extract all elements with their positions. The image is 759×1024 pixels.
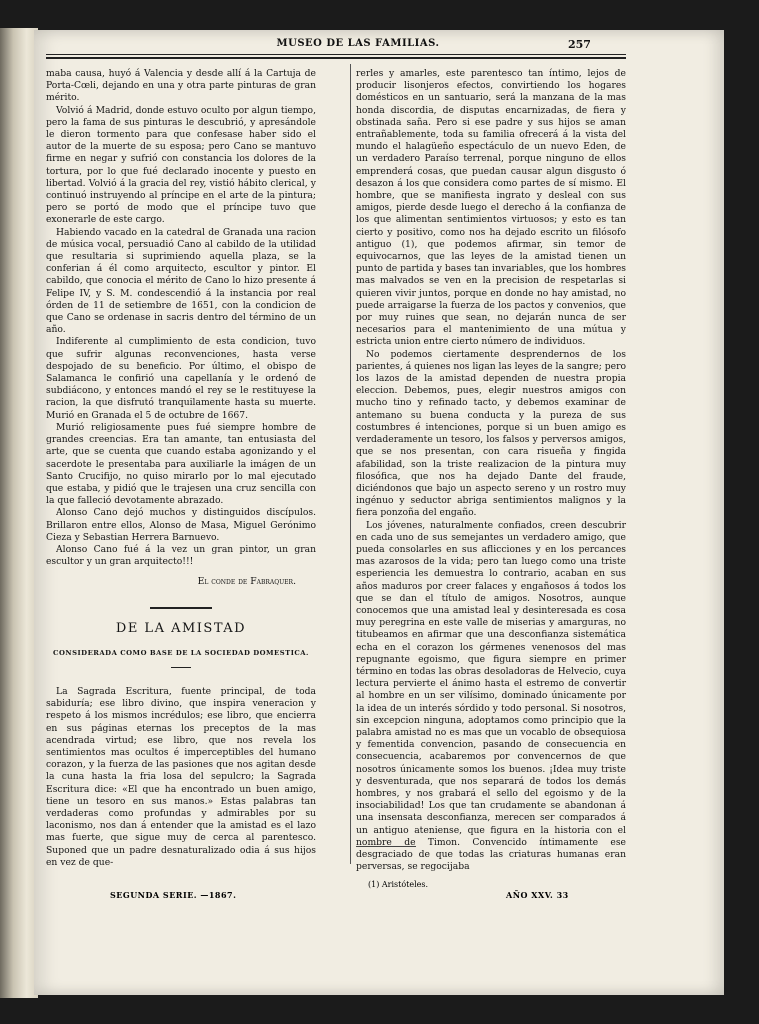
section-title: DE LA AMISTAD: [115, 620, 247, 636]
column-separator: [350, 64, 351, 864]
header-rule-thick: [46, 57, 626, 59]
section-divider: [150, 607, 212, 609]
footnote-rule: [356, 846, 416, 847]
left-column: [46, 68, 316, 869]
paragraph: Los jóvenes, naturalmente confiados, creen descubrir en cada uno de sus semejantes un verdadero amigo, que pueda consolarles en sus aflicciones y en los percances mas azarosos de la vida; pero tan luego como una triste esperiencia les demuestra lo contrario, acaban en sus años maduros por creer falaces y engañosos á todos los que se dan el título de amigos. Nosotros, aunque conocemos que una amistad leal y desinteresada es cosa muy peregrina en este valle de miserias y amarguras, no titubeamos en afirmar que una desconfianza sistemática echa en el corazon los gérmenes venenosos del mas repugnante egoismo, que figura siempre en primer término en todas las obras desoladoras de Helvecio, cuya lectura pervierte el ánimo hasta el estremo de convertir al hombre en un ser vilísimo, dominado únicamente por la idea de un interés sórdido y todo personal. Si nosotros, sin excepcion ninguna, adoptamos como principio que la palabra amistad no es mas que un vocablo de obsequiosa y fementida convencion, pasando de consecuencia en consecuencia, acabaremos por convencernos de que nosotros únicamente somos los buenos. ¡Idea muy triste y desventurada, que nos separará de todos los demás hombres, y nos grabará el sello del egoismo y de la insociabilidad! Los que tan crudamente se abandonan á una insensata desconfianza, merecen ser comparados á un antiguo ateniense, que figura en la historia con el nombre de Timon. Convencido íntimamente ese desgraciado de que todas las criaturas humanas eran perversas, se regocijaba: [356, 519, 626, 873]
right-column: [356, 68, 626, 873]
paragraph: maba causa, huyó á Valencia y desde allí á la Cartuja de Porta-Cœli, dejando en una y otra parte pinturas de gran mérito.: [46, 68, 316, 104]
paragraph: Murió religiosamente pues fué siempre hombre de grandes creencias. Era tan amante, tan entusiasta del arte, que se cuenta que cuando estaba agonizando y el sacerdote le presentaba para auxiliarle la imágen de un Santo Crucifijo, no quiso mirarlo por lo mal ejecutado que estaba, y pidió que le trajesen una cruz sencilla con la que falleció devotamente abrazado.: [46, 421, 316, 507]
paragraph: Indiferente al cumplimiento de esta condicion, tuvo que sufrir algunas reconvenciones, hasta verse despojado de su beneficio. Por último, el obispo de Salamanca le confirió una capellanía y le ordenó de subdiácono, y entonces mandó el rey se le restituyese la racion, la que disfrutó tranquilamente hasta su muerte. Murió en Granada el 5 de octubre de 1667.: [46, 336, 316, 421]
footer-series: SEGUNDA SERIE. —1867.: [110, 890, 237, 900]
book-spine: [0, 28, 38, 998]
header-rule: [46, 54, 626, 55]
paragraph: Alonso Cano dejó muchos y distinguidos discípulos. Brillaron entre ellos, Alonso de Masa, Miguel Gerónimo Cieza y Sebastian Herrera Barnuevo.: [46, 507, 316, 543]
paragraph: Alonso Cano fué á la vez un gran pintor, un gran escultor y un gran arquitecto!!!: [46, 543, 316, 568]
paragraph: No podemos ciertamente desprendernos de los parientes, á quienes nos ligan las leyes de la sangre; pero los lazos de la amistad dependen de nuestra propia eleccion. Debemos, pues, elegir nuestros amigos con mucho tino y refinado tacto, y debemos examinar de antemano su buena conducta y la pureza de sus costumbres é intenciones, porque si un buen amigo es verdaderamente un tesoro, los falsos y perversos amigos, que se nos presentan, con cara risueña y fingida afabilidad, son la triste realizacion de la pintura muy filosófica, que nos ha dejado Dante del fraude, diciéndonos que bajo un aspecto sereno y un rostro muy ingénuo y seductor abriga sentimientos malignos y la fiera ponzoña del engaño.: [356, 348, 626, 519]
page-number: 257: [568, 38, 591, 51]
paragraph: rerles y amarles, este parentesco tan íntimo, lejos de producir lisonjeros efectos, convirtiendo los hogares domésticos en un santuario, será la manzana de la mas honda discordia, de disputas encarnizadas, de fiera y obstinada saña. Pero si ese padre y sus hijos se aman entrañablemente, toda su familia ofrecerá á la vista del mundo el halagüeño espectáculo de un nuevo Eden, de un verdadero Paraíso terrenal, porque ninguno de ellos emprenderá cosas, que puedan causar algun disgusto ó desazon á los que considera como partes de sí mismo. El hombre, que se manifiesta ingrato y desleal con sus amigos, pierde desde luego el derecho á la confianza de los que alimentan sentimientos virtuosos; y esto es tan cierto y positivo, como nos ha dejado escrito un filósofo antiguo (1), que podemos afirmar, sin temor de equivocarnos, que las leyes de la amistad tienen un punto de partida y bases tan invariables, que los hombres mas malvados se ven en la precision de respetarlas si quieren vivir juntos, porque en donde no hay amistad, no puede arraigarse la fuerza de los pactos y convenios, que por muy ruines que sean, no dejarán nunca de ser necesarios para el mantenimiento de una mútua y estricta union entre cierto número de individuos.: [356, 68, 627, 348]
footnote: (1) Aristóteles.: [368, 880, 429, 889]
section-subtitle: CONSIDERADA COMO BASE DE LA SOCIEDAD DOMESTICA.: [53, 648, 309, 657]
paragraph: Habiendo vacado en la catedral de Granada una racion de música vocal, persuadió Cano al cabildo de la utilidad que resultaria si suprimiendo aquella plaza, se la conferian á él como arquitecto, escultor y pintor. El cabildo, que conocia el mérito de Cano lo hizo presente á Felipe IV, y S. M. condescendió á la instancia por real órden de 11 de setiembre de 1651, con la condicion de que Cano se ordenase in sacris dentro del término de un año.: [46, 226, 316, 336]
running-header-title: MUSEO DE LAS FAMILIAS.: [276, 38, 440, 49]
subtitle-divider: [171, 667, 191, 668]
author-signature: El conde de Fabraquer.: [197, 576, 296, 588]
footer-year-sheet: AÑO XXV. 33: [506, 890, 569, 900]
paragraph: Volvió á Madrid, donde estuvo oculto por algun tiempo, pero la fama de sus pinturas le descubrió, y apresándole le dieron tormento para que confesase haber sido el autor de la muerte de su esposa; pero Cano se mantuvo firme en negar y sufrió con constancia los dolores de la tortura, por lo que fué declarado inocente y puesto en libertad. Volvió á la gracia del rey, vistió hábito clerical, y continuó instruyendo al príncipe en el arte de la pintura; pero se portó de modo que el príncipe tuvo que exonerarle de este cargo.: [46, 104, 316, 226]
paragraph: La Sagrada Escritura, fuente principal, de toda sabiduría; ese libro divino, que inspira veneracion y respeto á los mismos incrédulos; ese libro, que encierra en sus páginas eternas los preceptos de la mas acendrada virtud; ese libro, que nos revela los sentimientos mas ocultos é imperceptibles del humano corazon, y la fuerza de las pasiones que nos agitan desde la cuna hasta la fria losa del sepulcro; la Sagrada Escritura dice: «El que ha encontrado un buen amigo, tiene un tesoro en sus manos.» Estas palabras tan verdaderas como profundas y admirables por su laconismo, nos dan á entender que la amistad es el lazo mas fuerte, que sigue muy de cerca al parentesco. Suponed que un padre desnaturalizado odia á sus hijos en vez de que-: [46, 685, 316, 868]
